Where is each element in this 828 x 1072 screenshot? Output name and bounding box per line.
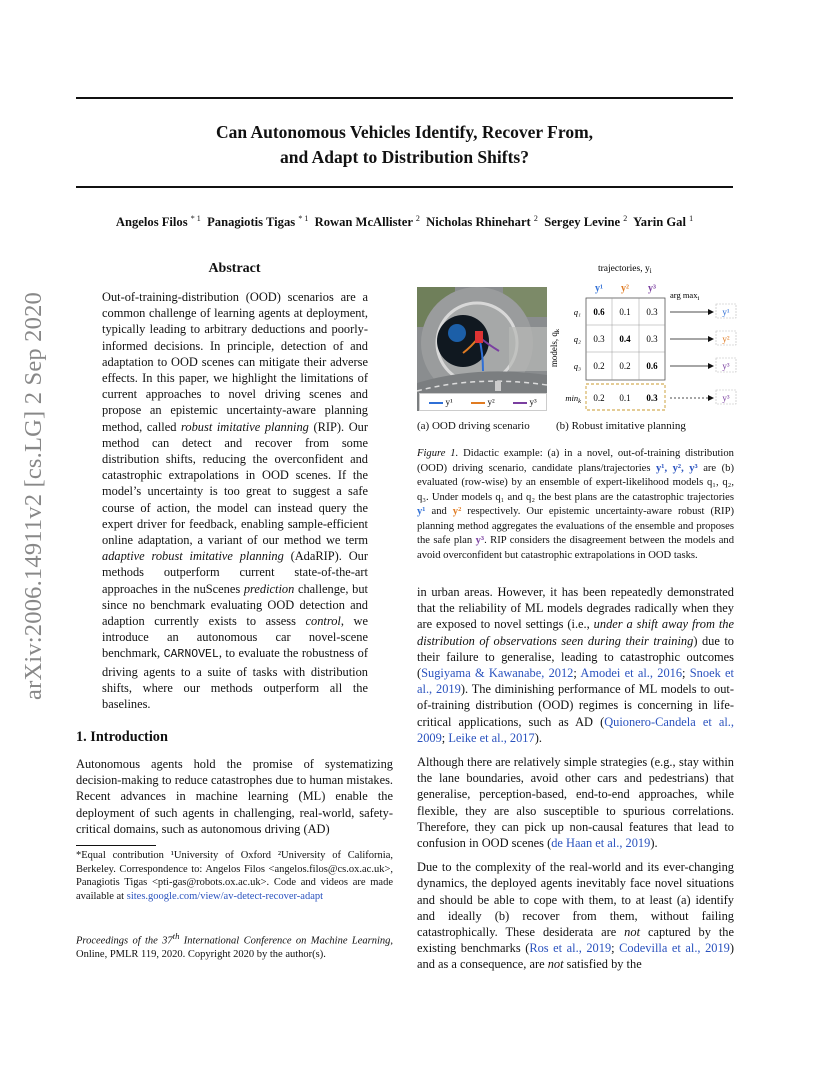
proceedings-text: Proceedings of the 37: [76, 935, 173, 947]
proceedings-note: [76, 930, 393, 962]
output-label: y²: [722, 334, 730, 344]
row-label: q₂: [573, 334, 581, 344]
author-affiliation: 1: [689, 214, 694, 223]
table-cell: 0.2: [593, 393, 605, 403]
table-cell: 0.4: [619, 334, 631, 344]
table-cell: 0.1: [619, 307, 631, 317]
text-run: , we introduce an autonomous car novel-scene benchmark,: [102, 614, 368, 661]
abstract-text: [102, 289, 368, 712]
column-header-3: y³: [648, 283, 656, 294]
citation-link[interactable]: Leike et al., 2017: [448, 730, 535, 745]
author-name: Rowan McAllister: [314, 215, 413, 230]
author-affiliation: * 1: [190, 214, 201, 223]
title-line-2: and Adapt to Distribution Shifts?: [280, 147, 529, 167]
arrow-head: [708, 336, 714, 342]
table-title: trajectories, $y_i$: [598, 264, 652, 275]
caption-y3: y³: [475, 535, 485, 546]
table-rows: [565, 304, 736, 405]
subfigure-caption-b: (b) Robust imitative planning: [556, 420, 686, 432]
footnote: [76, 849, 393, 903]
arrow-head: [708, 363, 714, 369]
caption-text: are (b) evaluated (row-wise) by an ensemble of expert-likelihood models q₁, q₂, q₃. Under models q₁ and q₂ the best plans are the catastrophic trajectories: [417, 462, 734, 503]
row-label: q₁: [573, 307, 581, 317]
scene-legend: [419, 393, 547, 411]
text-run: challenge, but since no benchmark evaluating OOD detection and adaption currently exists to assess: [102, 581, 368, 629]
subfigure-caption-a: (a) OOD driving scenario: [417, 420, 530, 432]
output-label: y³: [722, 361, 730, 371]
table-cell: 0.3: [646, 334, 658, 344]
proceedings-text: International Conference on Machine Learning: [179, 935, 391, 947]
argmax-label: arg $\max_i$: [670, 290, 700, 302]
caption-text: . RIP considers the disagreement between the models and avoid overconfident but catastrophic extrapolations in OOD tasks.: [417, 535, 734, 561]
caption-trajectories: y¹, y², y³: [655, 462, 698, 474]
author-affiliation: 2: [623, 214, 628, 223]
table-cell: 0.2: [593, 361, 605, 371]
legend-label: y¹: [445, 397, 453, 407]
figure-label: Figure 1.: [417, 448, 459, 459]
text-run: Out-of-training-distribution (OOD) scenarios are a common challenge of learning agents at deployment, typically leading to arbitrary deductions and poorly-informed decisions. In principle, detection of and adaptation to OOD scenes can mitigate their adverse effects. In this paper, we highlight the limitations of current approaches to novel driving scenes and propose an epistemic uncertainty-aware planning method, called: [102, 290, 368, 434]
legend-item-y1: [429, 397, 452, 407]
author-name: Nicholas Rhinehart: [426, 215, 531, 230]
paragraph: in urban areas. However, it has been repeatedly demonstrated that the reliability of ML models degrades radically when they are exposed to novel settings (i.e., under a shift away from the distribution of observations seen during their training) due to their failure to generalise, leading to catastrophic outcomes (Sugiyama & Kawanabe, 2012; Amodei et al., 2016; Snoek et al., 2019). The diminishing performance of ML models to out-of-training distribution (OOD) regimes is concerning in life-critical applications, such as AD (Quionero-Candela et al., 2009; Leike et al., 2017).: [417, 585, 735, 745]
table-cell: 0.6: [593, 307, 605, 317]
citation-link[interactable]: Quionero-Candela et al., 2009: [417, 714, 734, 745]
row-label: q₃: [573, 361, 581, 371]
legend-item-y2: [471, 397, 494, 407]
author-name: Yarin Gal: [633, 215, 686, 230]
superscript: th: [172, 931, 180, 941]
paragraph: Autonomous agents hold the promise of systematizing decision-making to reduce catastrophes due to human mistakes. Recent advances in machine learning (ML) enable the deployment of such agents in challenging, real-world, safety-critical domains, such as autonomous driving (AD): [76, 757, 393, 836]
emphasis: adaptive robust imitative planning: [102, 549, 284, 564]
output-label: y³: [722, 393, 730, 403]
proceedings-text: , Online, PMLR 119, 2020. Copyright 2020 by the author(s).: [76, 935, 393, 961]
table-cell: 0.3: [646, 393, 658, 403]
author-name: Sergey Levine: [544, 215, 621, 230]
svg-text:models, qk: models, $q_k$: [550, 328, 561, 368]
table-svg: [550, 258, 740, 413]
table-cell: 0.3: [646, 307, 658, 317]
author-affiliation: * 1: [298, 214, 309, 223]
paragraph: Although there are relatively simple strategies (e.g., stay within the lane boundaries, avoid other cars and pedestrians) that generalise, perception-based, end-to-end approaches, while flexible, they are also susceptible to spurious correlations. Therefore, they can pick up non-causal features that lead to confusion in OOD scenes (de Haan et al., 2019).: [417, 755, 734, 851]
citation-link[interactable]: Sugiyama & Kawanabe, 2012: [421, 666, 574, 681]
footnote-rule: [76, 845, 156, 846]
citation-link[interactable]: Ros et al., 2019: [529, 941, 612, 956]
row-label: $\min_k$: [565, 393, 581, 405]
footnote-text: *Equal contribution ¹University of Oxford ²University of California, Berkeley. Correspondence to: Angelos Filos <angelos.filos@cs.ox.ac.uk>, Panagiotis Tigas <pti-gas@robots.ox.ac.uk>. Code and videos are made available at: [76, 850, 393, 902]
citation-link[interactable]: Codevilla et al., 2019: [619, 941, 730, 956]
title-line-1: Can Autonomous Vehicles Identify, Recover From,: [215, 122, 594, 142]
table-cell: 0.2: [619, 361, 631, 371]
arxiv-id-text: arXiv:2006.14911v2 [cs.LG] 2 Sep 2020: [20, 292, 47, 700]
paragraph: Due to the complexity of the real-world and its ever-changing dynamics, the deployed agents inevitably face novel situations and should be able to cope with them, to at least (a) identify and ideally (b) recover from them, without failing catastrophically. These desiderata are not captured by the existing benchmarks (Ros et al., 2019; Codevilla et al., 2019) and as a consequence, are not satisfied by the: [417, 860, 734, 972]
author-name: Panagiotis Tigas: [207, 215, 296, 230]
figure-caption: [417, 447, 734, 563]
emphasis: control: [305, 614, 341, 629]
table-cell: 0.3: [593, 334, 605, 344]
abstract-heading: Abstract: [208, 261, 261, 276]
legend-item-y3: [513, 397, 536, 407]
column-header-2: y²: [621, 283, 629, 294]
text-run: (RIP). Our method can detect and recover from some distribution shifts, reducing the overconfident and catastrophic extrapolations in OOD scenes. If the model’s uncertainty is too great to suggest a safe course of action, the model can instead query the expert driver for feedback, enabling sample-efficient online adaptation, a variant of our method we term: [102, 419, 368, 548]
title-bottom-rule: [76, 186, 733, 188]
text-run: (AdaRIP). Our methods outperform current state-of-the-art approaches in the nuScenes: [102, 549, 368, 596]
emphasis: prediction: [243, 581, 295, 596]
table-cell: 0.6: [646, 361, 658, 371]
paper-title: [76, 120, 733, 170]
caption-text: respectively. Our epistemic uncertainty-aware robust (RIP) planning method aggregates the evaluations of the ensemble and proposes the safe plan: [417, 506, 735, 546]
project-link[interactable]: sites.google.com/view/av-detect-recover-adapt: [126, 890, 324, 902]
legend-label: y³: [529, 397, 537, 407]
caption-text: and: [425, 506, 453, 517]
arrow-head: [708, 309, 714, 315]
citation-link[interactable]: Amodei et al., 2016: [580, 666, 683, 681]
citation-link[interactable]: de Haan et al., 2019: [551, 836, 651, 851]
author-affiliation: 2: [533, 214, 538, 223]
text-run: , to evaluate the robustness of driving agents to a suite of tasks with distribution shifts, where our methods outperform all the baselines.: [102, 646, 368, 712]
ood-driving-scene-image: [417, 287, 547, 411]
author-affiliation: 2: [415, 214, 420, 223]
arxiv-identifier: [10, 292, 58, 700]
arrow-head: [708, 395, 714, 401]
introduction-text: [76, 756, 393, 837]
emphasis: robust imitative planning: [181, 419, 309, 434]
column-header-1: y¹: [595, 283, 603, 294]
column-headers: [595, 283, 656, 294]
caption-y2: y²: [452, 506, 462, 517]
citation-link[interactable]: Snoek et al., 2019: [417, 666, 734, 697]
caption-text: Didactic example: (a) in a novel, out-of-training distribution (OOD) driving scenario, candidate plans/trajectories: [417, 448, 734, 474]
author-list: [76, 214, 733, 230]
robust-imitative-planning-diagram: [550, 258, 740, 413]
legend-label: y²: [487, 397, 495, 407]
right-column-text: [417, 584, 734, 981]
section-heading-introduction: 1. Introduction: [76, 729, 168, 745]
models-label: [550, 328, 561, 367]
top-rule: [76, 97, 733, 99]
author-name: Angelos Filos: [115, 215, 188, 230]
benchmark-name: CARNOVEL: [163, 648, 219, 662]
table-cell: 0.1: [619, 393, 631, 403]
caption-y1: y¹: [417, 506, 426, 517]
output-label: y¹: [722, 307, 730, 317]
